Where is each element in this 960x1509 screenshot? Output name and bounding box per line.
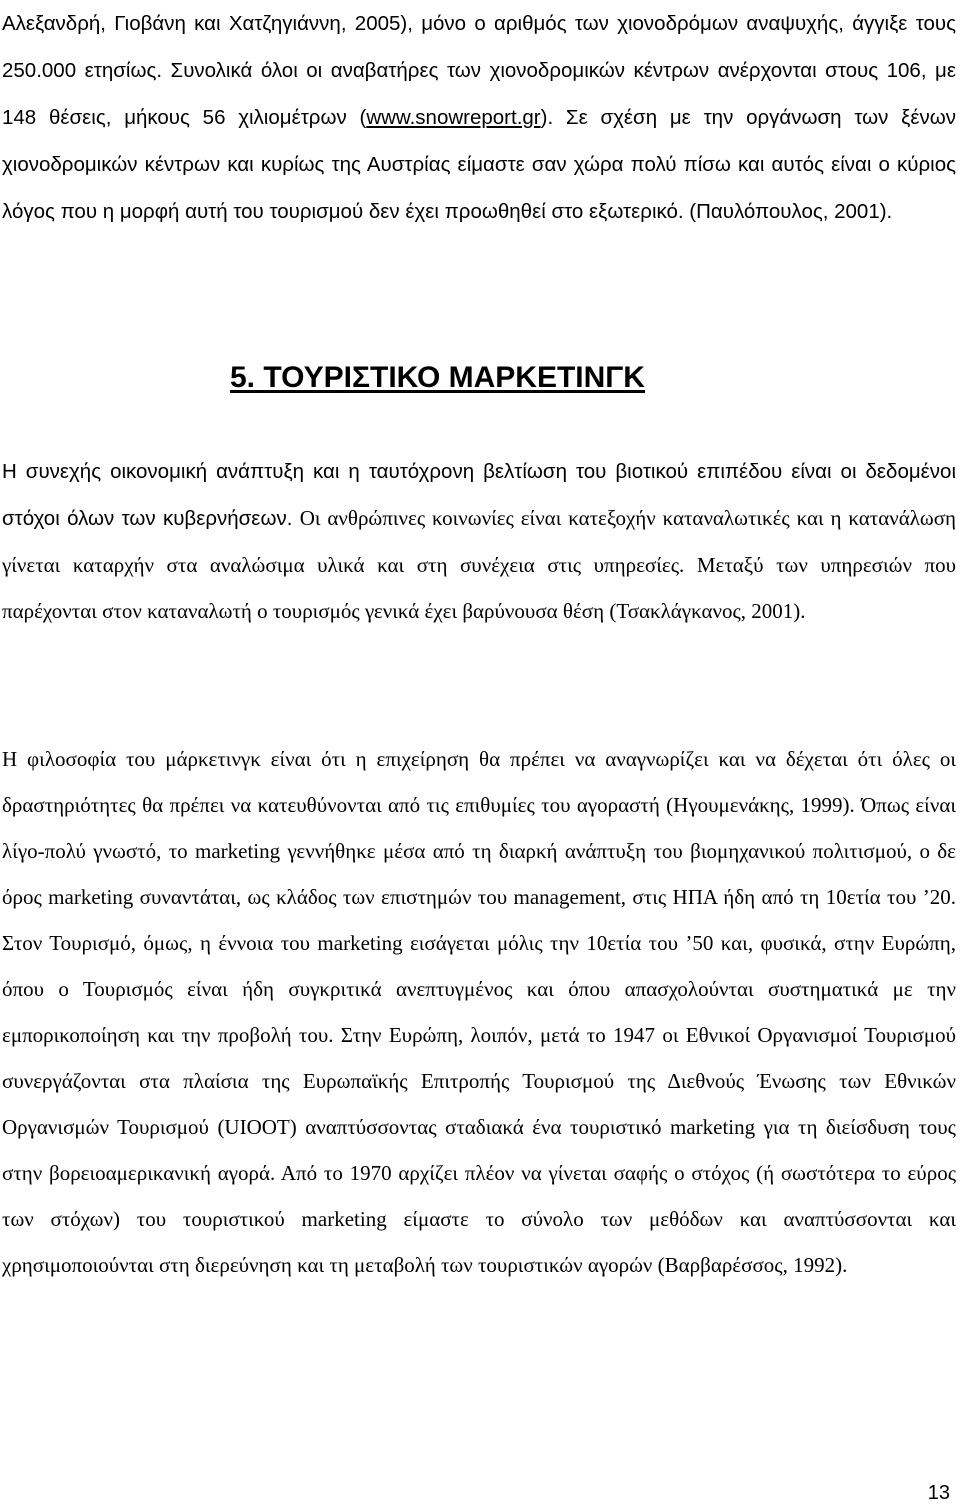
text-segment: Η συνεχής οικονομική ανάπτυξη και η ταυτόχρονη βελτίωση του βιοτικού επιπέδου είναι οι δεδομένοι στόχοι όλων των κυβερνήσεων.	[2, 460, 956, 530]
text-segment: Στον Τουρισμό, όμως, η έννοια του marketing εισάγεται μόλις την 10ετία του ’50 και, φυσικά, στην Ευρώπη, όπου ο Τουρισμός είναι ήδη συγκριτικά ανεπτυγμένος και όπου απασχολούνται συστηματικά με την εμπορικοποίηση και την προβολή του.	[2, 931, 956, 1047]
text-segment: Όπως είναι λίγο-πολύ γνωστό, το marketing γεννήθηκε μέσα από τη διαρκή ανάπτυξη του βιομηχανικού πολιτισμού, ο δε όρος marketing συναντάται, ως κλάδος των επιστημών του management, στις ΗΠΑ ήδη από τη 10ετία του ’20.	[2, 793, 956, 909]
section-heading: 5. ΤΟΥΡΙΣΤΙΚΟ ΜΑΡΚΕΤΙΝΓΚ	[230, 361, 645, 394]
text-segment: Οι ανθρώπινες κοινωνίες είναι κατεξοχήν καταναλωτικές και η κατανάλωση γίνεται καταρχήν στα αναλώσιμα υλικά και στη συνέχεια στις υπηρεσίες.	[2, 506, 957, 577]
text-segment: ). Σε σχέση με την οργάνωση των ξένων χιονοδρομικών κέντρων και κυρίως της Αυστρίας είμαστε σαν χώρα πολύ πίσω και αυτός είναι ο κύριος λόγος που η μορφή αυτή του τουρισμού δεν έχει προωθηθεί στο εξωτερικό. (Παυλόπουλος, 2001).	[2, 106, 956, 223]
snowreport-link[interactable]: www.snowreport.gr	[366, 106, 541, 129]
text-segment: Η φιλοσοφία του μάρκετινγκ είναι ότι η επιχείρηση θα πρέπει να αναγνωρίζει και να δέχεται ότι όλες οι δραστηριότητες θα πρέπει να κατευθύνονται από τις επιθυμίες του αγοραστή (Ηγουμενάκης, 1999).	[2, 747, 956, 817]
text-segment: Από το 1970 αρχίζει πλέον να γίνεται σαφής ο στόχος (ή σωστότερα το εύρος των στόχων) του τουριστικού marketing είμαστε το σύνολο των μεθόδων και αναπτύσσονται και χρησιμοποιούνται στη διερεύνηση και τη μεταβολή των τουριστικών αγορών (Βαρβαρέσσος, 1992).	[2, 1161, 957, 1277]
paragraph-economic-growth	[2, 448, 956, 634]
text-segment: Στην Ευρώπη, λοιπόν, μετά το 1947 οι Εθνικοί Οργανισμοί Τουρισμού συνεργάζονται στα πλαίσια της Ευρωπαϊκής Επιτροπής Τουρισμού της Διεθνούς Ένωσης των Εθνικών Οργανισμών Τουρισμού (UIOOT) αναπτύσσοντας σταδιακά ένα τουριστικό marketing για τη διείσδυση τους στην βορειοαμερικανική αγορά.	[2, 1023, 957, 1185]
page-number: 13	[927, 1482, 950, 1504]
paragraph-marketing-philosophy	[2, 736, 956, 1288]
paragraph-snow-resorts	[2, 0, 956, 235]
text-segment: Μεταξύ των υπηρεσιών που παρέχονται στον καταναλωτή ο τουρισμός γενικά έχει βαρύνουσα θέση (Τσακλάγκανος, 2001).	[2, 553, 957, 623]
text-segment: Αλεξανδρή, Γιοβάνη και Χατζηγιάννη, 2005), μόνο ο αριθμός των χιονοδρόμων αναψυχής, άγγιξε τους 250.000 ετησίως. Συνολικά όλοι οι αναβατήρες των χιονοδρομικών κέντρων ανέρχονται στους 106, με 148 θέσεις, μήκους 56 χιλιομέτρων (	[2, 12, 956, 129]
